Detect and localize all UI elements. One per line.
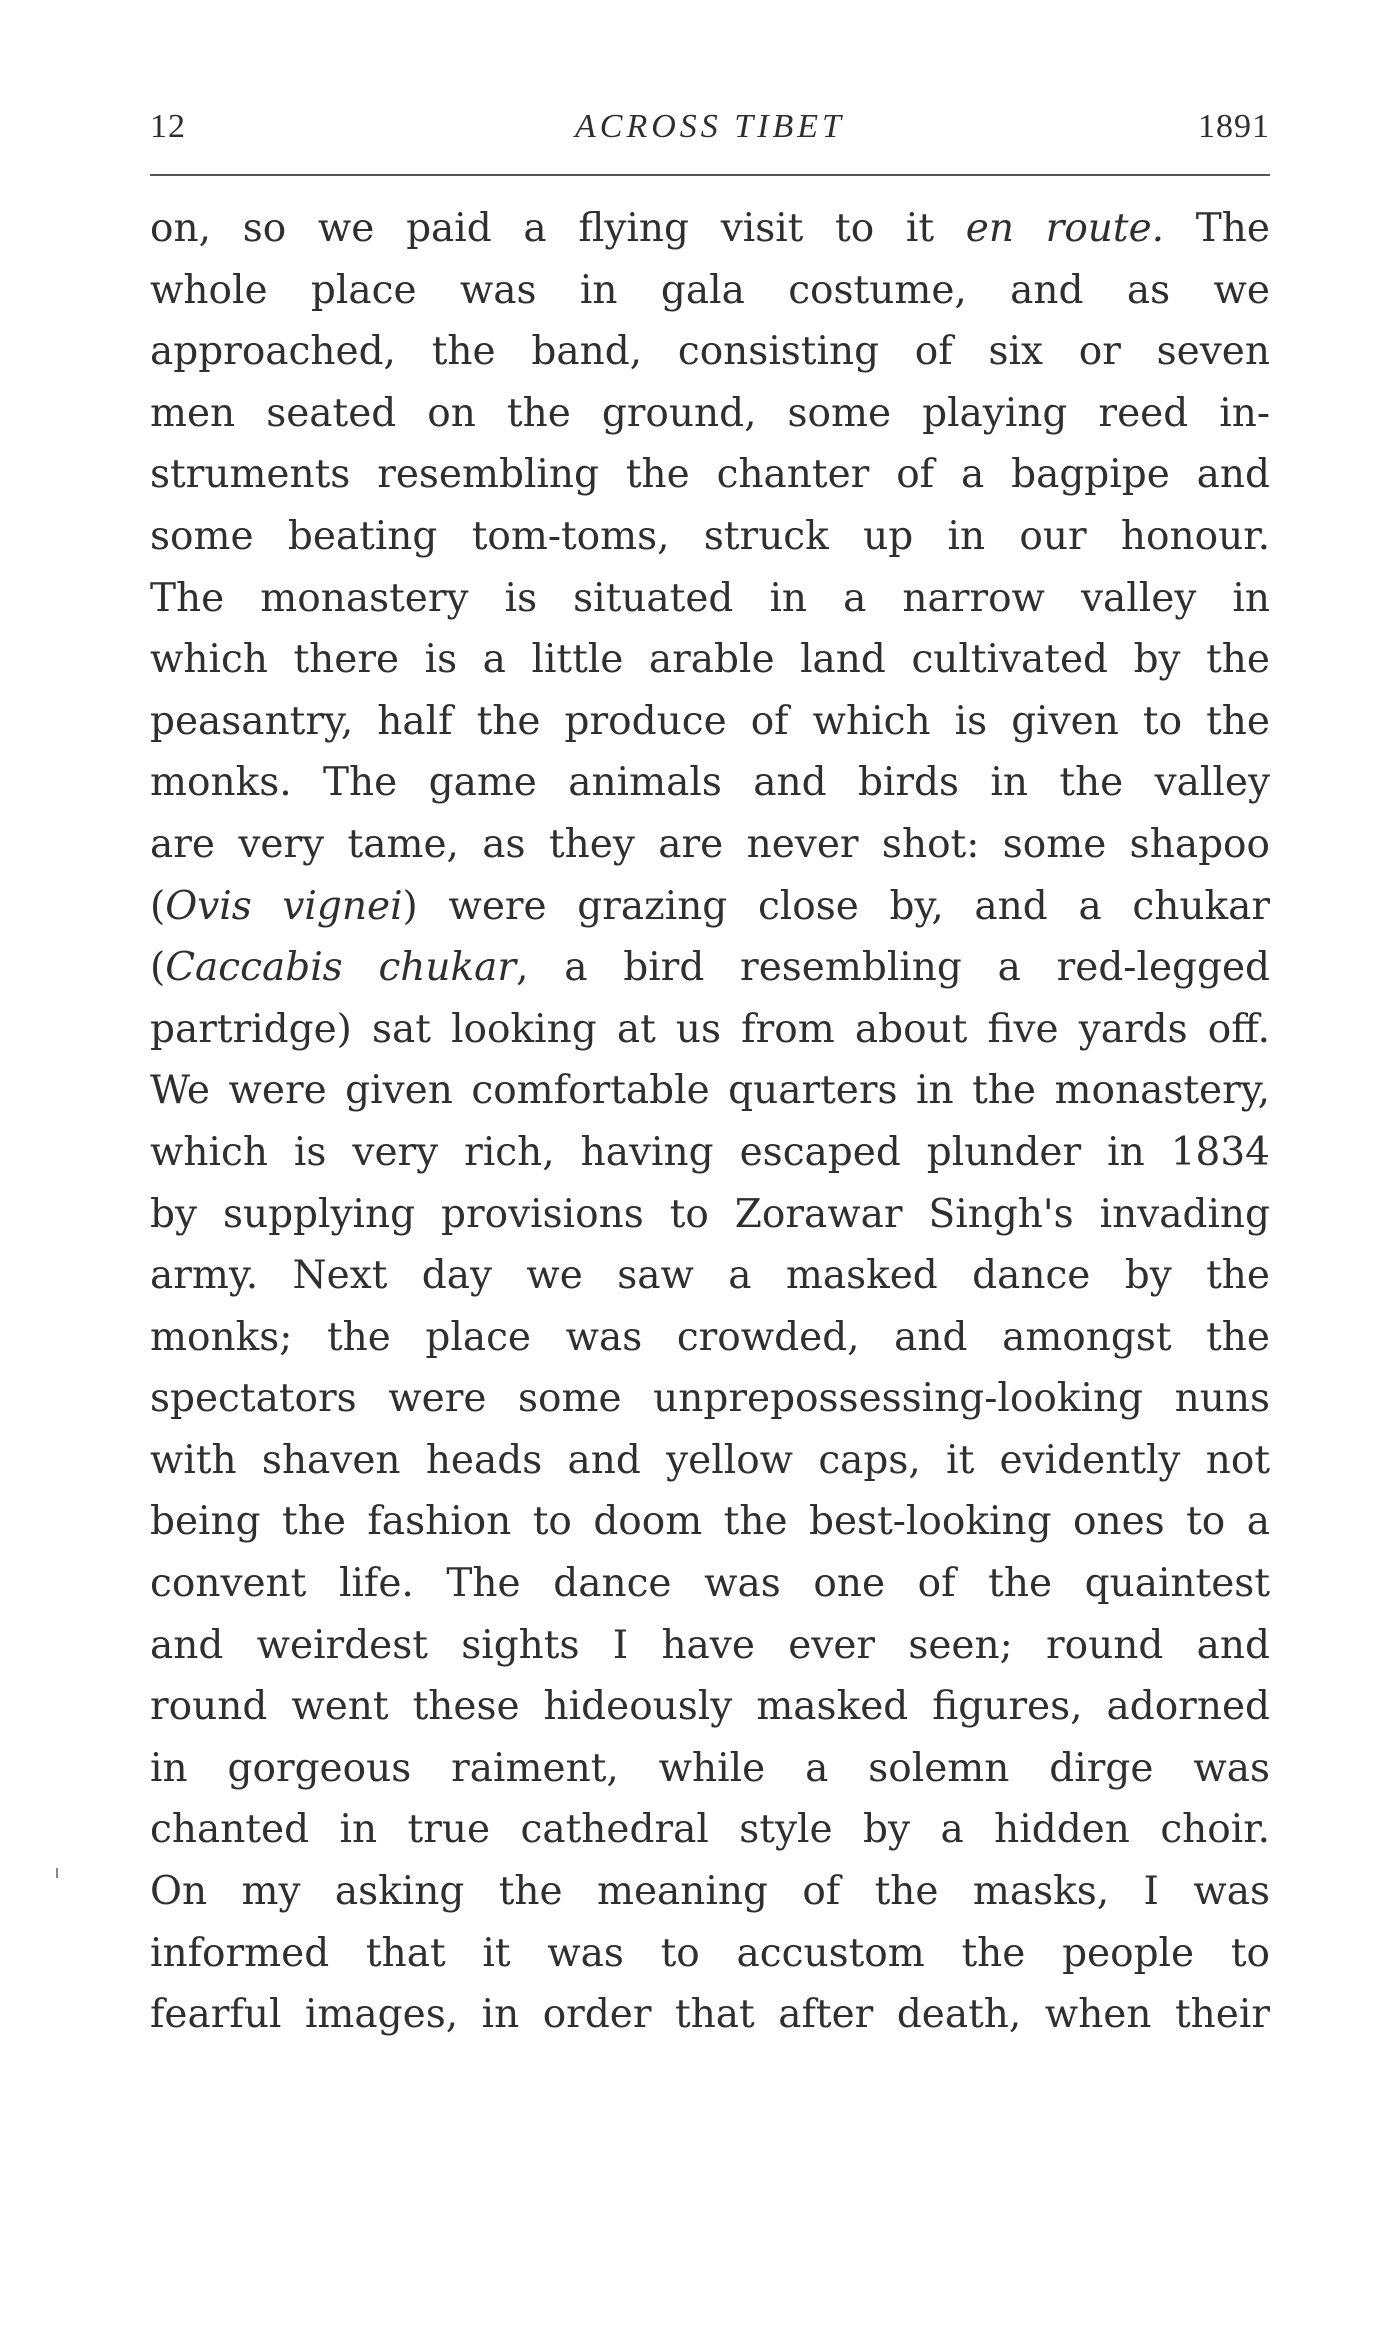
text-run: convent life. The dance was one of the quaintest — [150, 1561, 1270, 1607]
text-run: fearful images, in order that after death, when their — [150, 1992, 1270, 2038]
text-run: On my asking the meaning of the masks, I was — [150, 1869, 1270, 1915]
text-run: in gorgeous raiment, while a solemn dirge was — [150, 1745, 1270, 1791]
text-run: peasantry, half the produce of which is given to the — [150, 698, 1270, 744]
text-line — [150, 1676, 1270, 1738]
text-run: struments resembling the chanter of a bagpipe and — [150, 452, 1270, 498]
text-line — [150, 1184, 1270, 1246]
text-run: being the fashion to doom the best-looking ones to a — [150, 1499, 1270, 1545]
text-line — [150, 752, 1270, 814]
text-line — [150, 629, 1270, 691]
running-title: ACROSS TIBET — [575, 108, 845, 145]
text-run: on, so we paid a flying visit to it — [150, 206, 966, 251]
text-run: , a bird resembling a red-legged — [516, 945, 1270, 991]
text-run: approached, the band, consisting of six or seven — [150, 329, 1270, 375]
text-line — [150, 1368, 1270, 1430]
text-line — [150, 1738, 1270, 1800]
text-line — [150, 568, 1270, 630]
italic-run: en route. — [965, 206, 1165, 251]
text-run: The monastery is situated in a narrow valley in — [150, 575, 1270, 621]
text-run: ) were grazing close by, and a chukar — [402, 883, 1270, 929]
text-line — [150, 1307, 1270, 1369]
text-run: army. Next day we saw a masked dance by the — [150, 1253, 1270, 1299]
text-run: We were given comfortable quarters in the monastery, — [150, 1068, 1270, 1114]
text-run: round went these hideously masked figures, adorned — [150, 1684, 1270, 1730]
text-line — [150, 876, 1270, 938]
margin-mark — [56, 1868, 58, 1878]
text-run: monks. The game animals and birds in the valley — [150, 760, 1270, 806]
italic-run: Caccabis chukar — [165, 945, 517, 991]
text-line — [150, 1491, 1270, 1553]
text-run: some beating tom-toms, struck up in our honour. — [150, 513, 1270, 559]
text-line — [150, 1060, 1270, 1122]
text-run: ( — [150, 945, 166, 991]
text-run: and weirdest sights I have ever seen; round and — [150, 1622, 1270, 1668]
text-run: ( — [150, 883, 166, 929]
text-run: monks; the place was crowded, and amongst the — [150, 1314, 1270, 1360]
text-line — [150, 1923, 1270, 1985]
text-line — [150, 1615, 1270, 1677]
header-year: 1891 — [1198, 108, 1270, 145]
text-line — [150, 1245, 1270, 1307]
text-line — [150, 321, 1270, 383]
text-line — [150, 1984, 1270, 2046]
page-number: 12 — [150, 108, 186, 145]
text-line — [150, 260, 1270, 322]
text-line — [150, 1553, 1270, 1615]
text-run: informed that it was to accustom the people to — [150, 1930, 1270, 1976]
text-run: whole place was in gala costume, and as we — [150, 267, 1270, 313]
text-line — [150, 383, 1270, 445]
text-line — [150, 1799, 1270, 1861]
text-line — [150, 1861, 1270, 1923]
header-rule — [150, 174, 1270, 176]
text-run: chanted in true cathedral style by a hidden choir. — [150, 1807, 1270, 1853]
italic-run: Ovis vignei — [165, 883, 403, 929]
text-line — [150, 814, 1270, 876]
body-paragraph — [150, 198, 1270, 2046]
text-run: by supplying provisions to Zorawar Singh's invading — [150, 1191, 1270, 1237]
text-run: are very tame, as they are never shot: some shapoo — [150, 821, 1270, 867]
text-run: partridge) sat looking at us from about five yards off. — [150, 1006, 1270, 1052]
text-line — [150, 691, 1270, 753]
text-line — [150, 444, 1270, 506]
text-run: men seated on the ground, some playing reed in- — [150, 390, 1270, 436]
text-run: spectators were some unprepossessing-looking nuns — [150, 1376, 1270, 1422]
text-line — [150, 198, 1270, 260]
text-line — [150, 506, 1270, 568]
running-header — [150, 108, 1270, 158]
text-run: which is very rich, having escaped plunder in 1834 — [150, 1129, 1270, 1175]
text-line — [150, 1122, 1270, 1184]
text-run: which there is a little arable land cultivated by the — [150, 637, 1270, 683]
text-run: The — [1164, 206, 1270, 251]
text-run: with shaven heads and yellow caps, it evidently not — [150, 1437, 1270, 1483]
text-line — [150, 1430, 1270, 1492]
text-line — [150, 937, 1270, 999]
text-line — [150, 999, 1270, 1061]
